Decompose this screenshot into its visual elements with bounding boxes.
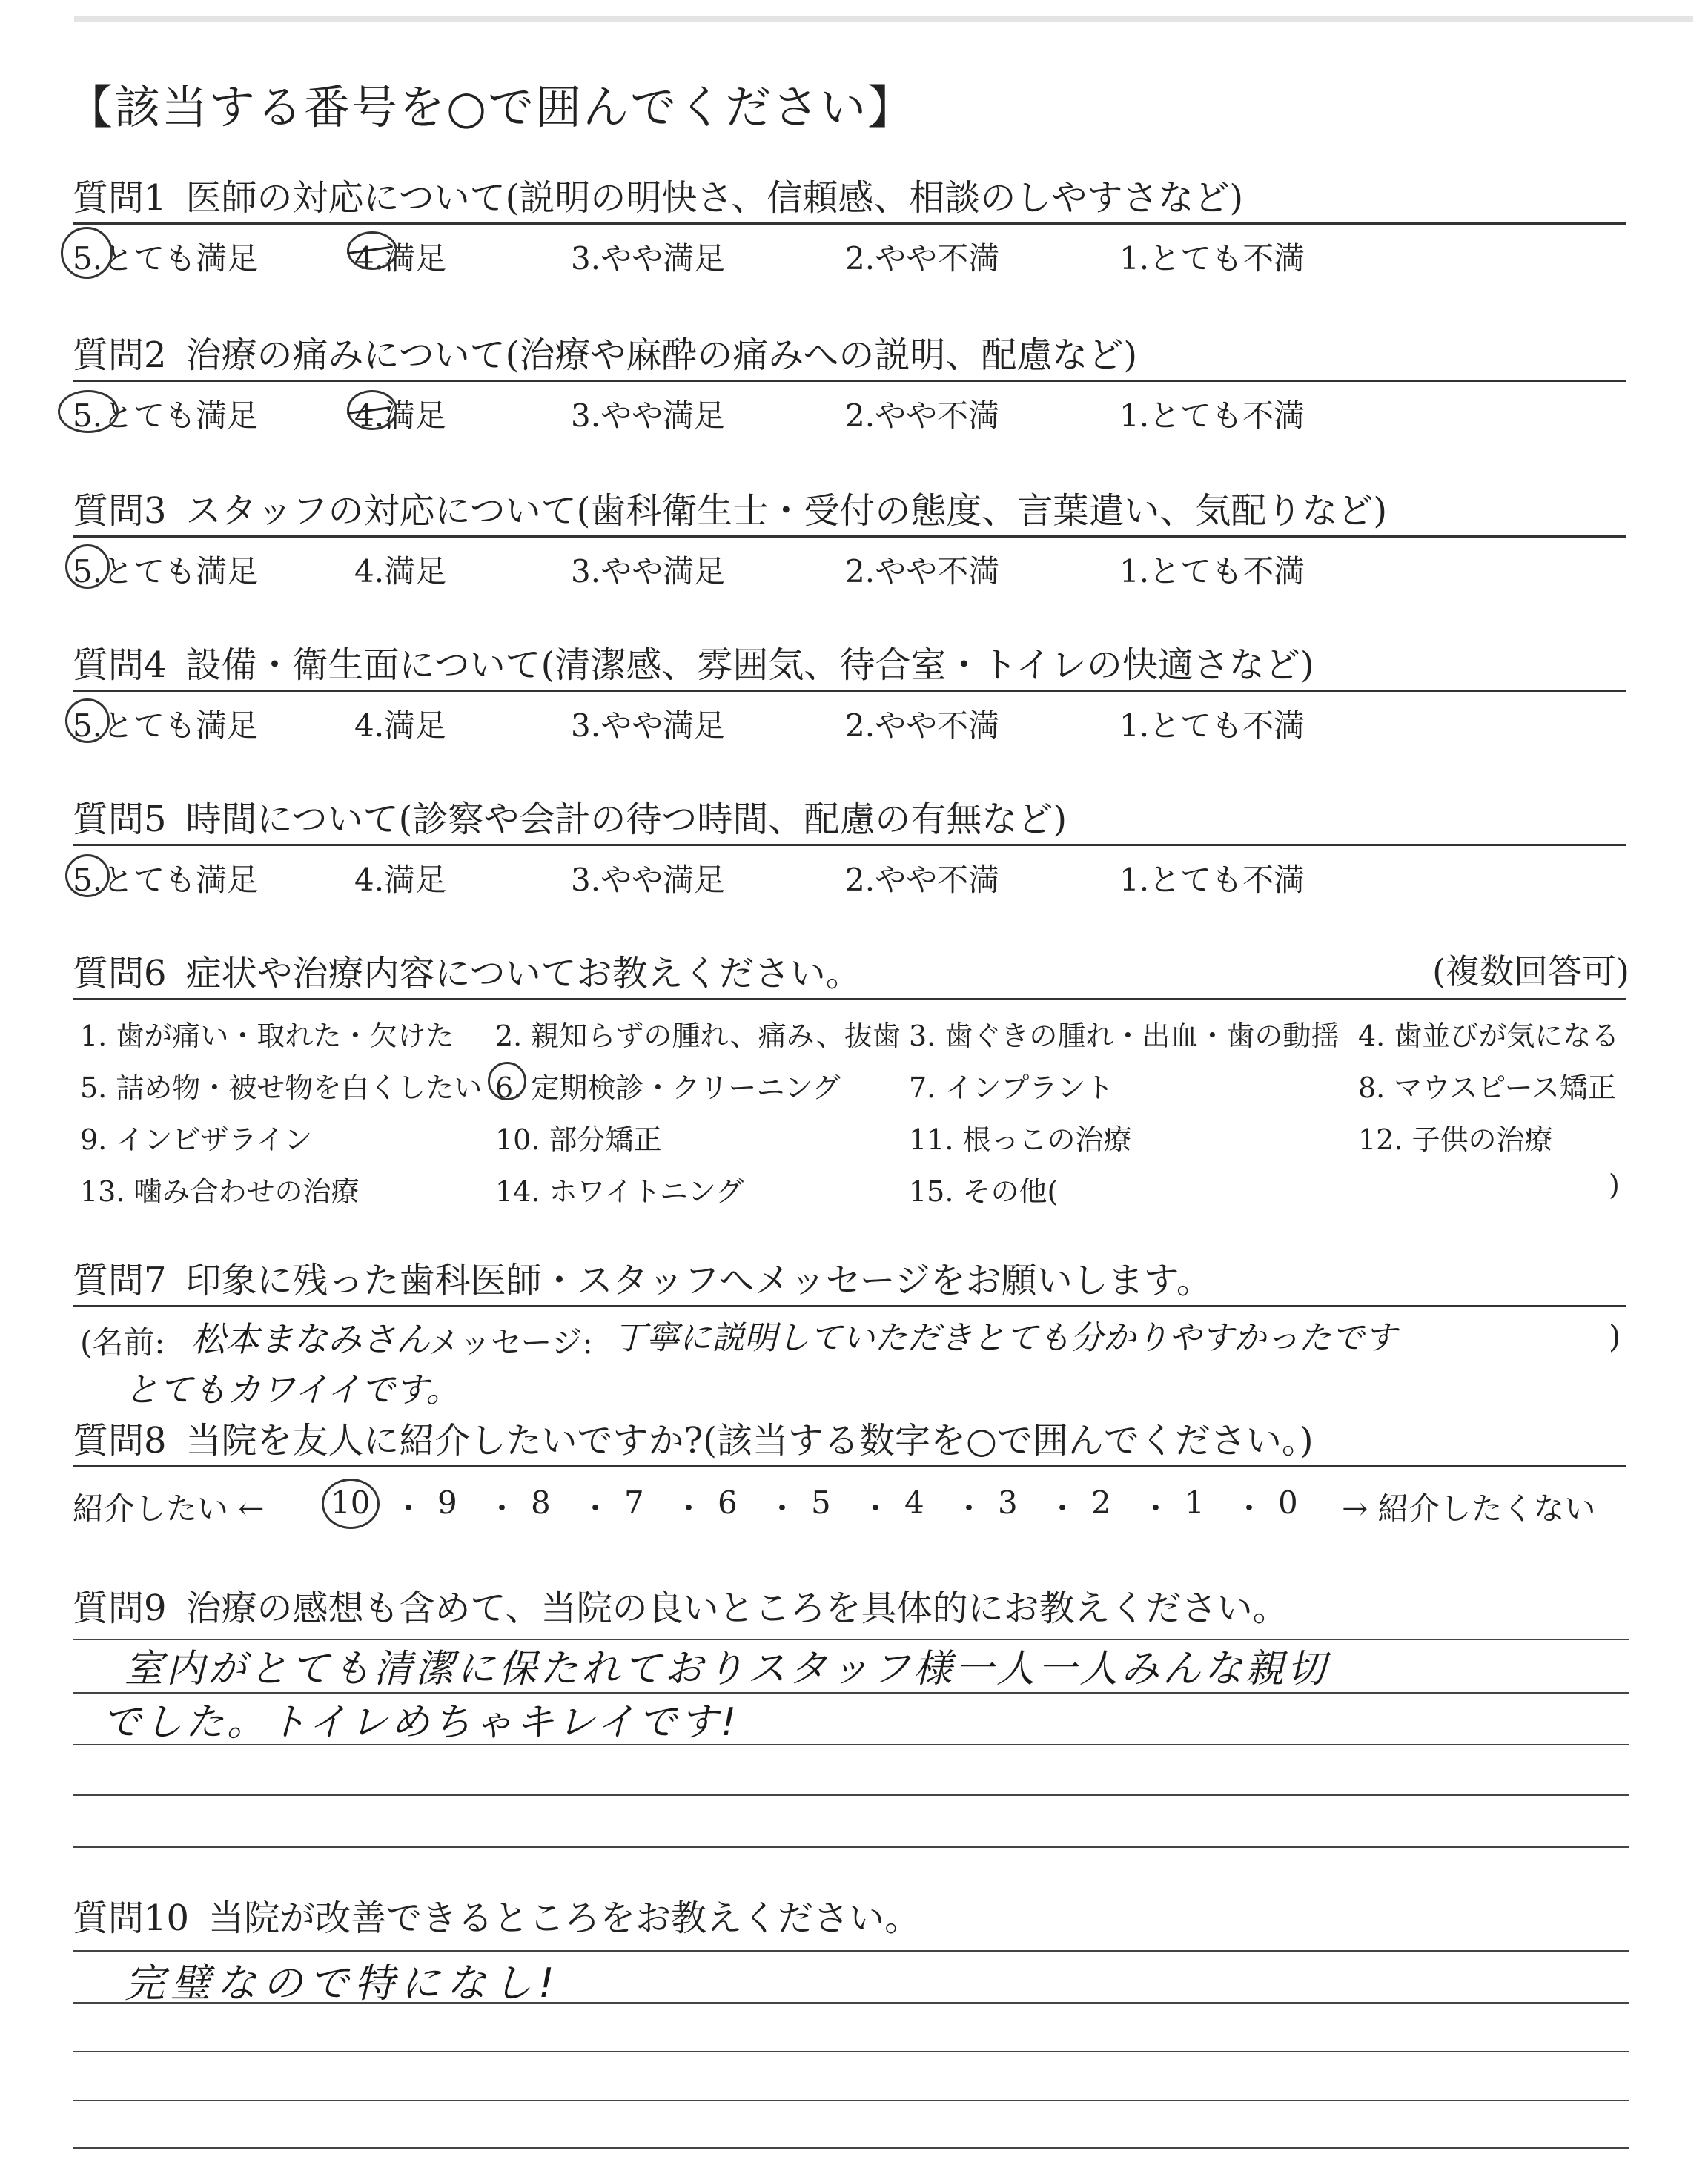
question-5 <box>73 790 1629 902</box>
question-title <box>73 326 1137 377</box>
rating-option-2[interactable]: 2.やや不満 <box>845 397 1000 434</box>
scale-separator: ・ <box>580 1490 612 1527</box>
question-text: 治療の痛みについて(治療や麻酔の痛みへの説明、配慮など) <box>185 334 1138 376</box>
rule-line <box>73 998 1626 1000</box>
rule-line <box>73 1465 1626 1467</box>
selection-circle <box>65 544 110 589</box>
answer-rule-line <box>73 1744 1629 1745</box>
scale-left-label: 紹介したい ← <box>73 1490 265 1527</box>
message-label: メッセージ: <box>428 1324 593 1361</box>
rating-option-1[interactable]: 1.とても不満 <box>1119 862 1305 898</box>
rating-option-1[interactable]: 1.とても不満 <box>1119 707 1305 744</box>
question-1 <box>73 169 1629 280</box>
scale-value-2[interactable]: 2 <box>1091 1484 1111 1521</box>
question-label: 質問7 <box>73 1260 167 1301</box>
question-title <box>73 1252 1212 1303</box>
treatment-option-1[interactable]: 1. 歯が痛い・取れた・欠けた <box>80 1020 454 1052</box>
question-label: 質問10 <box>73 1898 190 1939</box>
treatment-option-14[interactable]: 14. ホワイトニング <box>495 1175 744 1208</box>
treatment-option-10[interactable]: 10. 部分矯正 <box>495 1123 662 1156</box>
scale-separator: ・ <box>860 1490 892 1527</box>
treatment-option-2[interactable]: 2. 親知らずの腫れ、痛み、抜歯 <box>495 1020 901 1052</box>
selection-circle <box>488 1062 526 1100</box>
treatment-option-7[interactable]: 7. インプラント <box>909 1071 1114 1104</box>
scale-value-5[interactable]: 5 <box>811 1484 831 1521</box>
rating-option-2[interactable]: 2.やや不満 <box>845 862 1000 898</box>
question-7 <box>73 1252 1629 1410</box>
scale-value-1[interactable]: 1 <box>1185 1484 1205 1521</box>
recommend-scale <box>73 1484 1629 1529</box>
question-label: 質問1 <box>73 177 167 219</box>
question-label: 質問6 <box>73 953 167 994</box>
rule-line <box>73 380 1626 382</box>
selection-circle <box>58 390 119 433</box>
handwritten-answer-line1[interactable]: 室内がとても清潔に保たれておりスタッフ様一人一人みんな親切 <box>125 1647 1329 1691</box>
treatment-option-4[interactable]: 4. 歯並びが気になる <box>1358 1020 1620 1052</box>
handwritten-answer-line2[interactable]: でした。トイレめちゃキレイです! <box>102 1700 740 1745</box>
treatment-option-8[interactable]: 8. マウスピース矯正 <box>1358 1071 1616 1104</box>
rating-option-5[interactable]: 5.とても満足 <box>73 240 259 277</box>
answer-rule-line <box>73 1950 1629 1952</box>
treatment-option-12[interactable]: 12. 子供の治療 <box>1358 1123 1553 1156</box>
question-6 <box>73 945 1629 1212</box>
scale-value-10[interactable]: 10 <box>331 1484 371 1521</box>
scale-right-label: → 紹介したくない <box>1342 1490 1596 1527</box>
handwritten-answer-line1[interactable]: 完璧なので特になし! <box>125 1960 560 2007</box>
other-close-paren: ) <box>1609 1169 1620 1201</box>
treatment-option-5[interactable]: 5. 詰め物・被せ物を白くしたい <box>80 1071 483 1104</box>
scale-separator: ・ <box>1047 1490 1079 1527</box>
name-label: (名前: <box>80 1324 165 1361</box>
scale-separator: ・ <box>486 1490 518 1527</box>
answer-rule-line <box>73 2051 1629 2052</box>
rating-option-5[interactable]: 5.とても満足 <box>73 397 259 434</box>
rating-option-3[interactable]: 3.やや満足 <box>571 862 726 898</box>
question-text: 当院を友人に紹介したいですか?(該当する数字を○で囲んでください。) <box>185 1420 1314 1462</box>
rule-line <box>73 844 1626 846</box>
question-8 <box>73 1412 1629 1530</box>
handwritten-message-line1[interactable]: 丁寧に説明していただきとても分かりやすかったです <box>614 1319 1397 1357</box>
treatment-option-9[interactable]: 9. インビザライン <box>80 1123 313 1156</box>
question-title <box>73 636 1314 687</box>
answer-rule-line <box>73 2002 1629 2004</box>
question-title <box>73 1412 1314 1463</box>
question-title <box>73 169 1243 220</box>
rating-option-3[interactable]: 3.やや満足 <box>571 707 726 744</box>
question-title <box>73 1889 920 1941</box>
question-title <box>73 945 861 996</box>
rule-line <box>73 535 1626 538</box>
multiple-answer-note: (複数回答可) <box>1432 951 1629 991</box>
rating-option-4[interactable]: 4.満足 <box>354 240 447 277</box>
handwritten-message-line2[interactable]: とてもカワイイです。 <box>125 1370 460 1410</box>
question-text: スタッフの対応について(歯科衛生士・受付の態度、言葉遣い、気配りなど) <box>185 490 1388 532</box>
answer-rule-line <box>73 2147 1629 2149</box>
scale-value-6[interactable]: 6 <box>718 1484 738 1521</box>
scale-value-4[interactable]: 4 <box>904 1484 924 1521</box>
scale-value-7[interactable]: 7 <box>624 1484 644 1521</box>
selection-circle <box>65 854 110 897</box>
selection-circle <box>322 1479 380 1529</box>
scale-value-0[interactable]: 0 <box>1278 1484 1298 1521</box>
question-label: 質問4 <box>73 644 167 686</box>
rule-line <box>73 1305 1626 1307</box>
rule-line <box>73 222 1626 225</box>
question-text: 時間について(診察や会計の待つ時間、配慮の有無など) <box>185 799 1068 840</box>
question-3 <box>73 482 1629 593</box>
instruction-header: 【該当する番号を○で囲んでください】 <box>67 80 916 134</box>
rating-option-3[interactable]: 3.やや満足 <box>571 553 726 589</box>
rating-option-4[interactable]: 4.満足 <box>354 707 447 744</box>
rule-line <box>73 690 1626 692</box>
question-2 <box>73 326 1629 437</box>
scale-separator: ・ <box>953 1490 985 1527</box>
rating-option-1[interactable]: 1.とても不満 <box>1119 240 1305 277</box>
treatment-option-11[interactable]: 11. 根っこの治療 <box>909 1123 1132 1156</box>
question-text: 設備・衛生面について(清潔感、雰囲気、待合室・トイレの快適さなど) <box>185 644 1314 686</box>
selection-circle <box>61 227 113 279</box>
scale-value-9[interactable]: 9 <box>437 1484 457 1521</box>
question-title <box>73 790 1067 842</box>
answer-rule-line <box>73 2100 1629 2101</box>
question-text: 医師の対応について(説明の明快さ、信頼感、相談のしやすさなど) <box>185 177 1244 219</box>
rating-option-5[interactable]: 5.とても満足 <box>73 862 259 898</box>
selection-circle <box>65 698 110 743</box>
question-title <box>73 482 1387 533</box>
scale-separator: ・ <box>1140 1490 1172 1527</box>
rating-option-4[interactable]: 4.満足 <box>354 553 447 589</box>
answer-rule-line <box>73 1794 1629 1796</box>
scale-value-3[interactable]: 3 <box>998 1484 1018 1521</box>
question-10 <box>73 1889 1629 2127</box>
question-label: 質問5 <box>73 799 167 840</box>
message-close-paren: ) <box>1609 1318 1621 1355</box>
answer-rule-line <box>73 1846 1629 1848</box>
rating-option-3[interactable]: 3.やや満足 <box>571 397 726 434</box>
answer-rule-line <box>73 1639 1629 1640</box>
question-label: 質問2 <box>73 334 167 376</box>
question-4 <box>73 636 1629 747</box>
question-title <box>73 1579 1288 1631</box>
treatment-option-13[interactable]: 13. 噛み合わせの治療 <box>80 1175 360 1208</box>
scale-separator: ・ <box>673 1490 705 1527</box>
rating-option-2[interactable]: 2.やや不満 <box>845 553 1000 589</box>
question-text: 当院が改善できるところをお教えください。 <box>208 1898 921 1939</box>
rating-option-2[interactable]: 2.やや不満 <box>845 240 1000 277</box>
rating-option-4[interactable]: 4.満足 <box>354 862 447 898</box>
question-label: 質問3 <box>73 490 167 532</box>
scale-separator: ・ <box>393 1490 425 1527</box>
rating-option-1[interactable]: 1.とても不満 <box>1119 553 1305 589</box>
handwritten-name[interactable]: 松本まなみさん <box>191 1319 430 1359</box>
question-label: 質問8 <box>73 1420 167 1462</box>
question-text: 治療の感想も含めて、当院の良いところを具体的にお教えください。 <box>185 1588 1288 1629</box>
treatment-option-15[interactable]: 15. その他( <box>909 1175 1059 1208</box>
rating-option-5[interactable]: 5.とても満足 <box>73 707 259 744</box>
question-text: 印象に残った歯科医師・スタッフへメッセージをお願いします。 <box>185 1260 1212 1301</box>
rating-option-1[interactable]: 1.とても不満 <box>1119 397 1305 434</box>
scale-separator: ・ <box>1234 1490 1265 1527</box>
treatment-option-6[interactable]: 6. 定期検診・クリーニング <box>495 1071 841 1104</box>
question-label: 質問9 <box>73 1588 167 1629</box>
answer-rule-line <box>73 1692 1629 1694</box>
question-text: 症状や治療内容についてお教えください。 <box>185 953 861 994</box>
scale-value-8[interactable]: 8 <box>531 1484 551 1521</box>
question-9 <box>73 1579 1629 1861</box>
rating-option-3[interactable]: 3.やや満足 <box>571 240 726 277</box>
rating-option-5[interactable]: 5.とても満足 <box>73 553 259 589</box>
rating-option-4[interactable]: 4.満足 <box>354 397 447 434</box>
treatment-option-3[interactable]: 3. 歯ぐきの腫れ・出血・歯の動揺 <box>909 1020 1340 1052</box>
rating-option-2[interactable]: 2.やや不満 <box>845 707 1000 744</box>
scale-separator: ・ <box>767 1490 798 1527</box>
